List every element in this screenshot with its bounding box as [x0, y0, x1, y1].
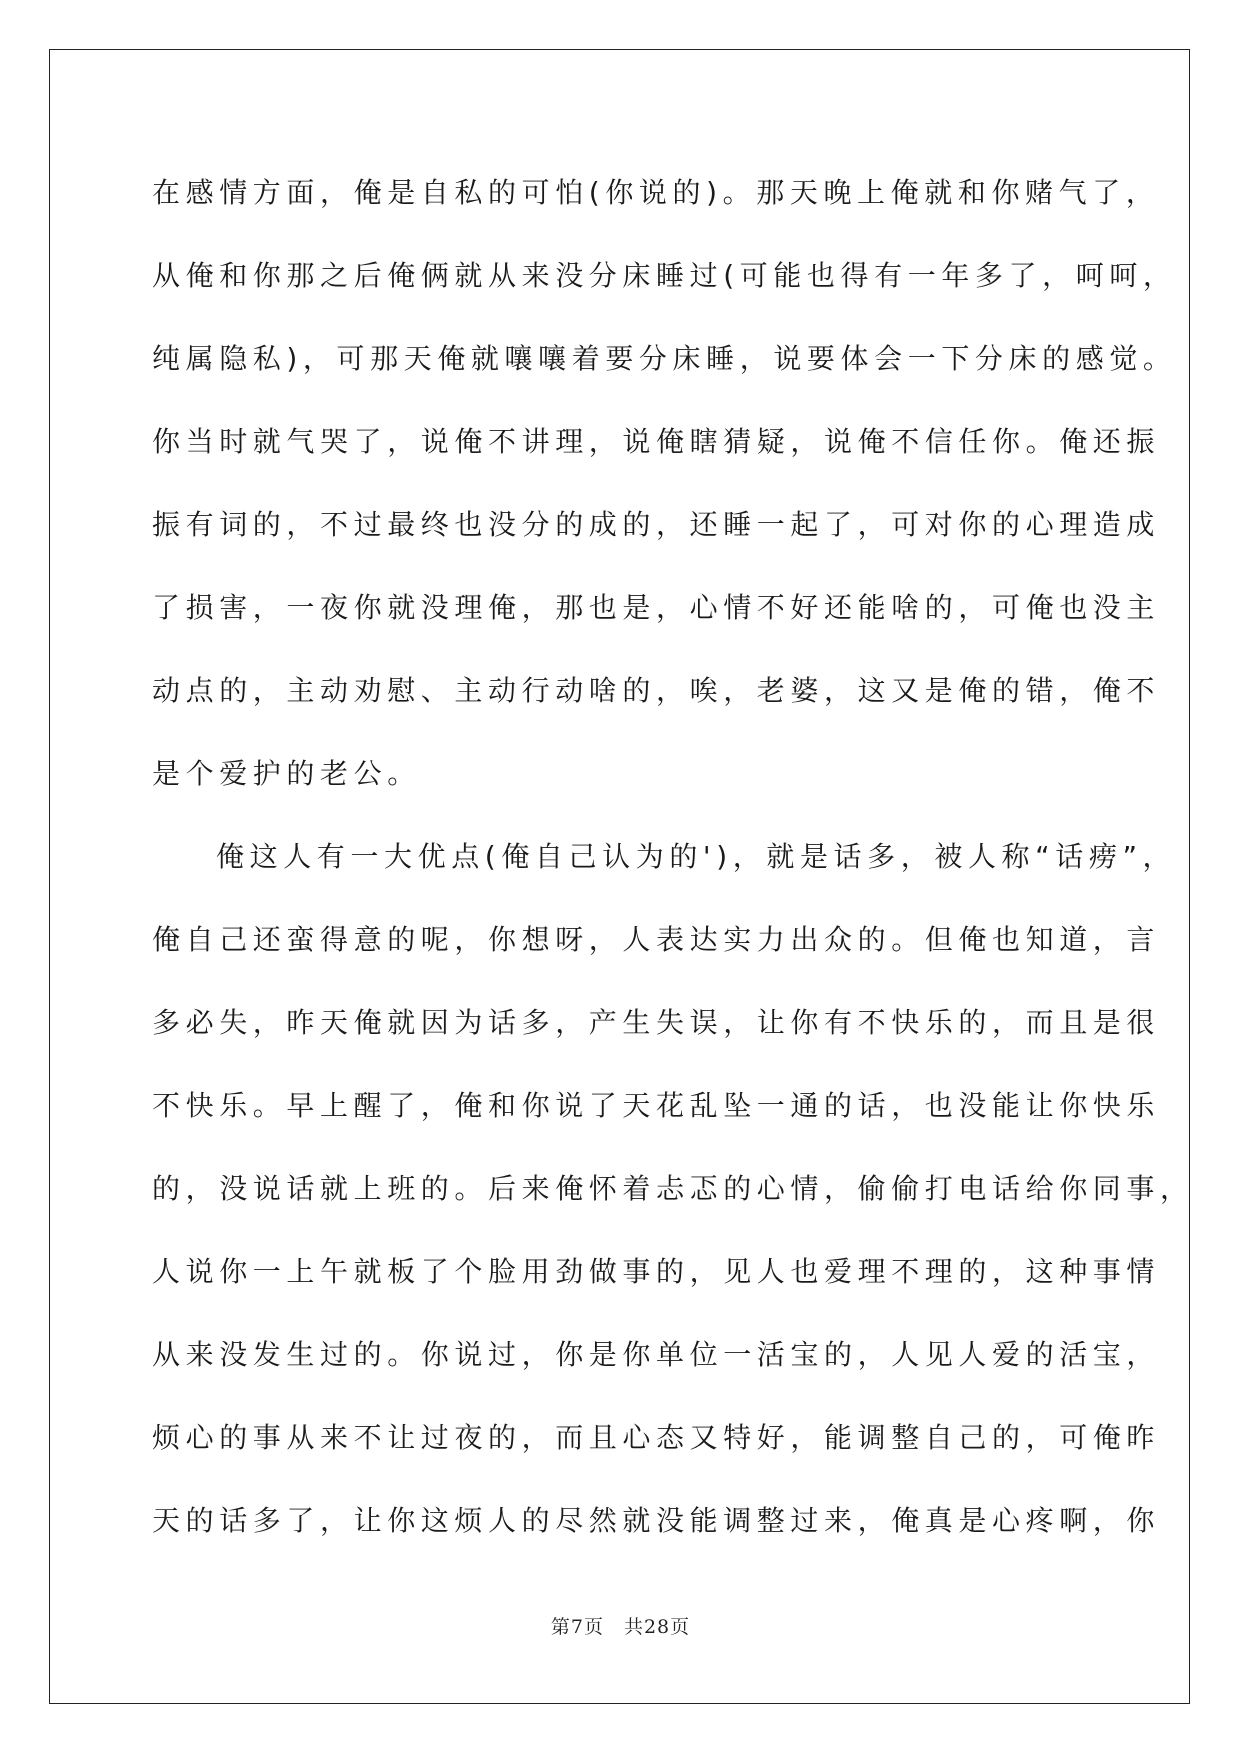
- body-text: [152, 163, 1194, 1574]
- text-line: 纯属隐私)，可那天俺就嚷嚷着要分床睡，说要体会一下分床的感觉。: [152, 342, 1177, 375]
- text-line: 从俺和你那之后俺俩就从来没分床睡过(可能也得有一年多了，呵呵，: [152, 259, 1177, 292]
- text-line: 从来没发生过的。你说过，你是你单位一活宝的，人见人爱的活宝，: [152, 1338, 1161, 1371]
- page-number: 第7页 共28页: [550, 1616, 691, 1638]
- text-line: 不快乐。早上醒了，俺和你说了天花乱坠一通的话，也没能让你快乐: [152, 1089, 1161, 1122]
- text-line: 了损害，一夜你就没理俺，那也是，心情不好还能啥的，可俺也没主: [152, 591, 1161, 624]
- text-line: 振有词的，不过最终也没分的成的，还睡一起了，可对你的心理造成: [152, 508, 1161, 541]
- text-line: 的，没说话就上班的。后来俺怀着忐忑的心情，偷偷打电话给你同事，: [152, 1172, 1194, 1205]
- text-line: 天的话多了，让你这烦人的尽然就没能调整过来，俺真是心疼啊，你: [152, 1504, 1161, 1537]
- text-line: 动点的，主动劝慰、主动行动啥的，唉，老婆，这又是俺的错，俺不: [152, 674, 1161, 707]
- text-line: 在感情方面，俺是自私的可怕(你说的)。那天晚上俺就和你赌气了，: [152, 176, 1160, 209]
- text-line: 烦心的事从来不让过夜的，而且心态又特好，能调整自己的，可俺昨: [152, 1421, 1161, 1454]
- text-line: 是个爱护的老公。: [152, 757, 421, 790]
- text-line: 人说你一上午就板了个脸用劲做事的，见人也爱理不理的，这种事情: [152, 1255, 1161, 1288]
- text-line: 俺自己还蛮得意的呢，你想呀，人表达实力出众的。但俺也知道，言: [152, 923, 1161, 956]
- text-line: 你当时就气哭了，说俺不讲理，说俺瞎猜疑，说俺不信任你。俺还振: [152, 425, 1161, 458]
- text-line: 俺这人有一大优点(俺自己认为的')，就是话多，被人称“话痨”，: [216, 840, 1177, 873]
- text-line: 多必失，昨天俺就因为话多，产生失误，让你有不快乐的，而且是很: [152, 1006, 1161, 1039]
